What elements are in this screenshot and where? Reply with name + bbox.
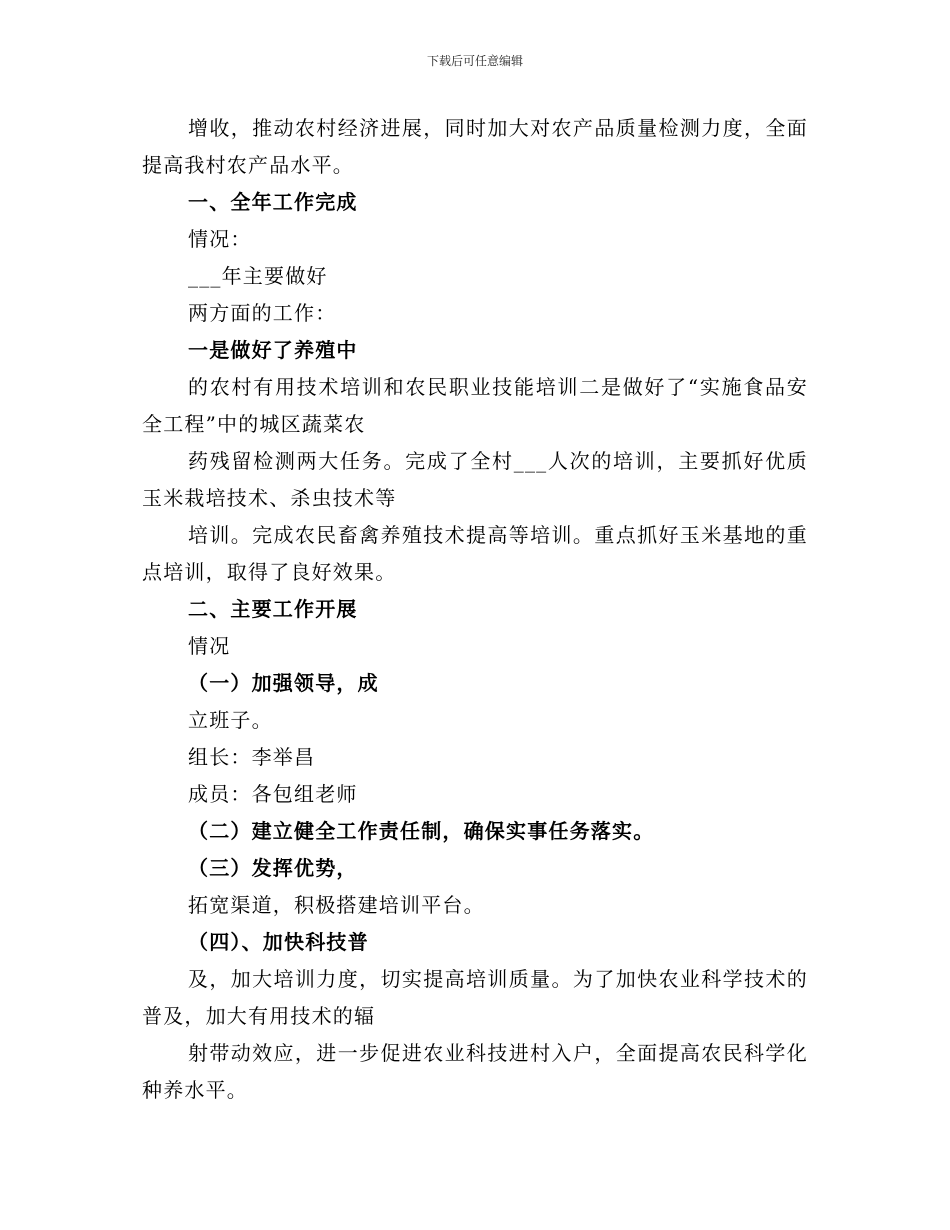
paragraph: 情况： — [188, 227, 252, 251]
paragraph: 增收，推动农村经济进展，同时加大对农产品质量检测力度，全面提高我村农产品水平。 — [142, 116, 808, 177]
paragraph: 培训。完成农民畜禽养殖技术提高等培训。重点抓好玉米基地的重点培训，取得了良好效果。 — [142, 523, 808, 584]
paragraph: 两方面的工作： — [188, 301, 337, 325]
subsection-heading: （二）建立健全工作责任制，确保实事任务落实。 — [188, 819, 655, 843]
paragraph: 及，加大培训力度，切实提高培训质量。为了加快农业科学技术的普及，加大有用技术的辐 — [142, 967, 808, 1028]
paragraph: 的农村有用技术培训和农民职业技能培训二是做好了“实施食品安全工程”中的城区蔬菜农 — [142, 375, 808, 436]
paragraph: 情况 — [188, 634, 231, 658]
page-header-note: 下载后可任意编辑 — [426, 54, 523, 68]
paragraph: 射带动效应，进一步促进农业科技进村入户，全面提高农民科学化种养水平。 — [142, 1041, 808, 1102]
paragraph: ___年主要做好 — [188, 264, 328, 288]
bold-line: 一是做好了养殖中 — [188, 338, 358, 362]
document-body — [142, 110, 808, 1109]
paragraph: 立班子。 — [188, 708, 273, 732]
paragraph: 拓宽渠道，积极搭建培训平台。 — [188, 893, 485, 917]
subsection-heading: （四）、加快科技普 — [188, 930, 369, 954]
subsection-heading: （三）发挥优势， — [188, 856, 358, 880]
section-heading: 一、全年工作完成 — [188, 190, 358, 214]
paragraph: 成员：各包组老师 — [188, 782, 358, 806]
section-heading: 二、主要工作开展 — [188, 597, 358, 621]
paragraph: 组长：李举昌 — [188, 745, 316, 769]
subsection-heading: （一）加强领导，成 — [188, 671, 379, 695]
paragraph: 药残留检测两大任务。完成了全村___人次的培训，主要抓好优质玉米栽培技术、杀虫技术等 — [142, 449, 808, 510]
